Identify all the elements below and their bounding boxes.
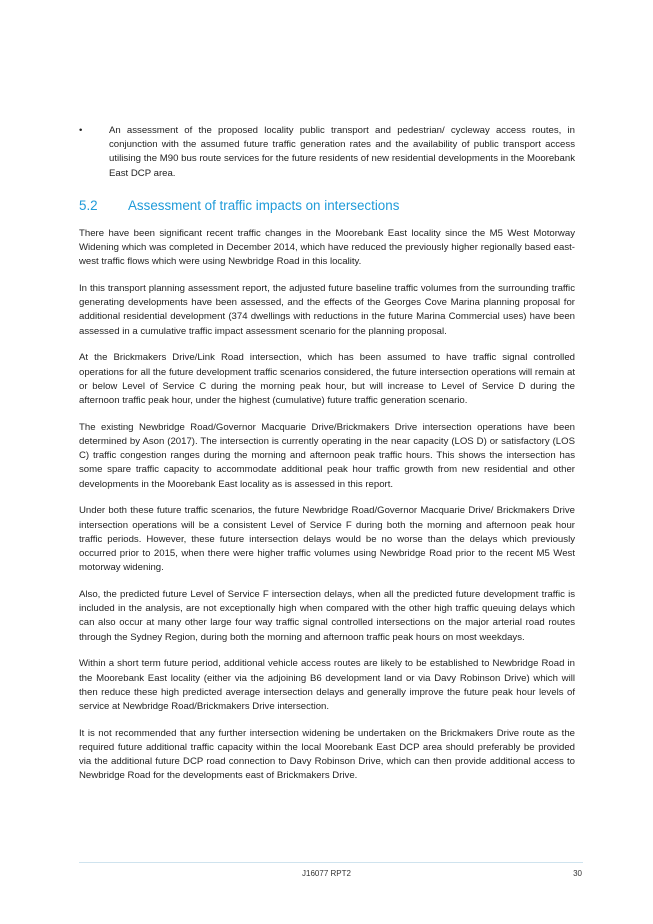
paragraph: There have been significant recent traffic changes in the Moorebank East locality since the M5 West Motorway Widening which was completed in December 2014, which have reduced the previously higher regionally based east-west traffic flows which were using Newbridge Road in this locality.	[79, 227, 575, 268]
bullet-marker: •	[79, 125, 83, 136]
paragraph: Also, the predicted future Level of Service F intersection delays, when all the predicted future development traffic is included in the analysis, are not exceptionally high when compared with the other high traffic queuing delays which can also occur at many other large four way traffic signal controlled intersections on the major arterial road routes through the Sydney Region, during both the morning and afternoon traffic peak hours on most weekdays.	[79, 589, 575, 643]
bullet-text: An assessment of the proposed locality public transport and pedestrian/ cycleway access routes, in conjunction with the assumed future traffic generation rates and the availability of public transport access utilising the M90 bus route services for the future residents of new residential developments in the Moorebank East DCP area.	[109, 125, 575, 179]
page-number: 30	[573, 869, 582, 878]
section-heading	[79, 197, 575, 215]
paragraph: Under both these future traffic scenarios, the future Newbridge Road/Governor Macquarie Drive/ Brickmakers Drive intersection operations will be a consistent Level of Service F during both the morning and afternoon peak hour traffic periods. However, these future intersection delays would be no worse than the delays which previously occurred prior to 2015, when there were higher traffic volumes using Newbridge Road prior to the recent M5 West motorway widening.	[79, 505, 575, 574]
paragraph: It is not recommended that any further intersection widening be undertaken on the Brickmakers Drive route as the required future additional traffic capacity within the local Moorebank East DCP area should preferably be provided via the additional future DCP road connection to Davy Robinson Drive, which can then provide additional access to Newbridge Road for the developments east of Brickmakers Drive.	[79, 727, 575, 782]
footer-divider	[79, 862, 583, 863]
paragraph: The existing Newbridge Road/Governor Macquarie Drive/Brickmakers Drive intersection operations have been determined by Ason (2017). The intersection is currently operating in the near capacity (LOS D) or satisfactory (LOS C) traffic congestion ranges during the morning and afternoon peak traffic hours. This shows the intersection has some spare traffic capacity to accommodate additional peak hour traffic growth from new residential and other developments in the Moorebank East locality as is assessed in this report.	[79, 421, 575, 490]
paragraph: Within a short term future period, additional vehicle access routes are likely to be established to Newbridge Road in the Moorebank East locality (either via the adjoining B6 development land or via Davy Robinson Drive) which will then reduce these high predicted average intersection delays and generally improve the future peak hour levels of service at Newbridge Road/Brickmakers Drive intersection.	[79, 658, 575, 713]
paragraph: At the Brickmakers Drive/Link Road intersection, which has been assumed to have traffic signal controlled operations for all the future development traffic scenarios considered, the future intersection operations will remain at or below Level of Service C during the morning peak hour, but will increase to Level of Service D during the afternoon traffic peak hour, under the highest (cumulative) future traffic generation scenario.	[79, 352, 575, 407]
paragraph: In this transport planning assessment report, the adjusted future baseline traffic volumes from the surrounding traffic generating developments have been assessed, and the effects of the Georges Cove Marina planning proposal for additional residential development (374 dwellings with reductions in the future Marina Commercial uses) have been assessed in a cumulative traffic impact assessment scenario for the planning proposal.	[79, 283, 575, 337]
footer-reference: J16077 RPT2	[302, 869, 351, 878]
bullet-item	[79, 124, 575, 181]
document-body	[79, 124, 575, 796]
section-title: Assessment of traffic impacts on intersections	[128, 197, 400, 213]
section-number: 5.2	[79, 197, 98, 213]
